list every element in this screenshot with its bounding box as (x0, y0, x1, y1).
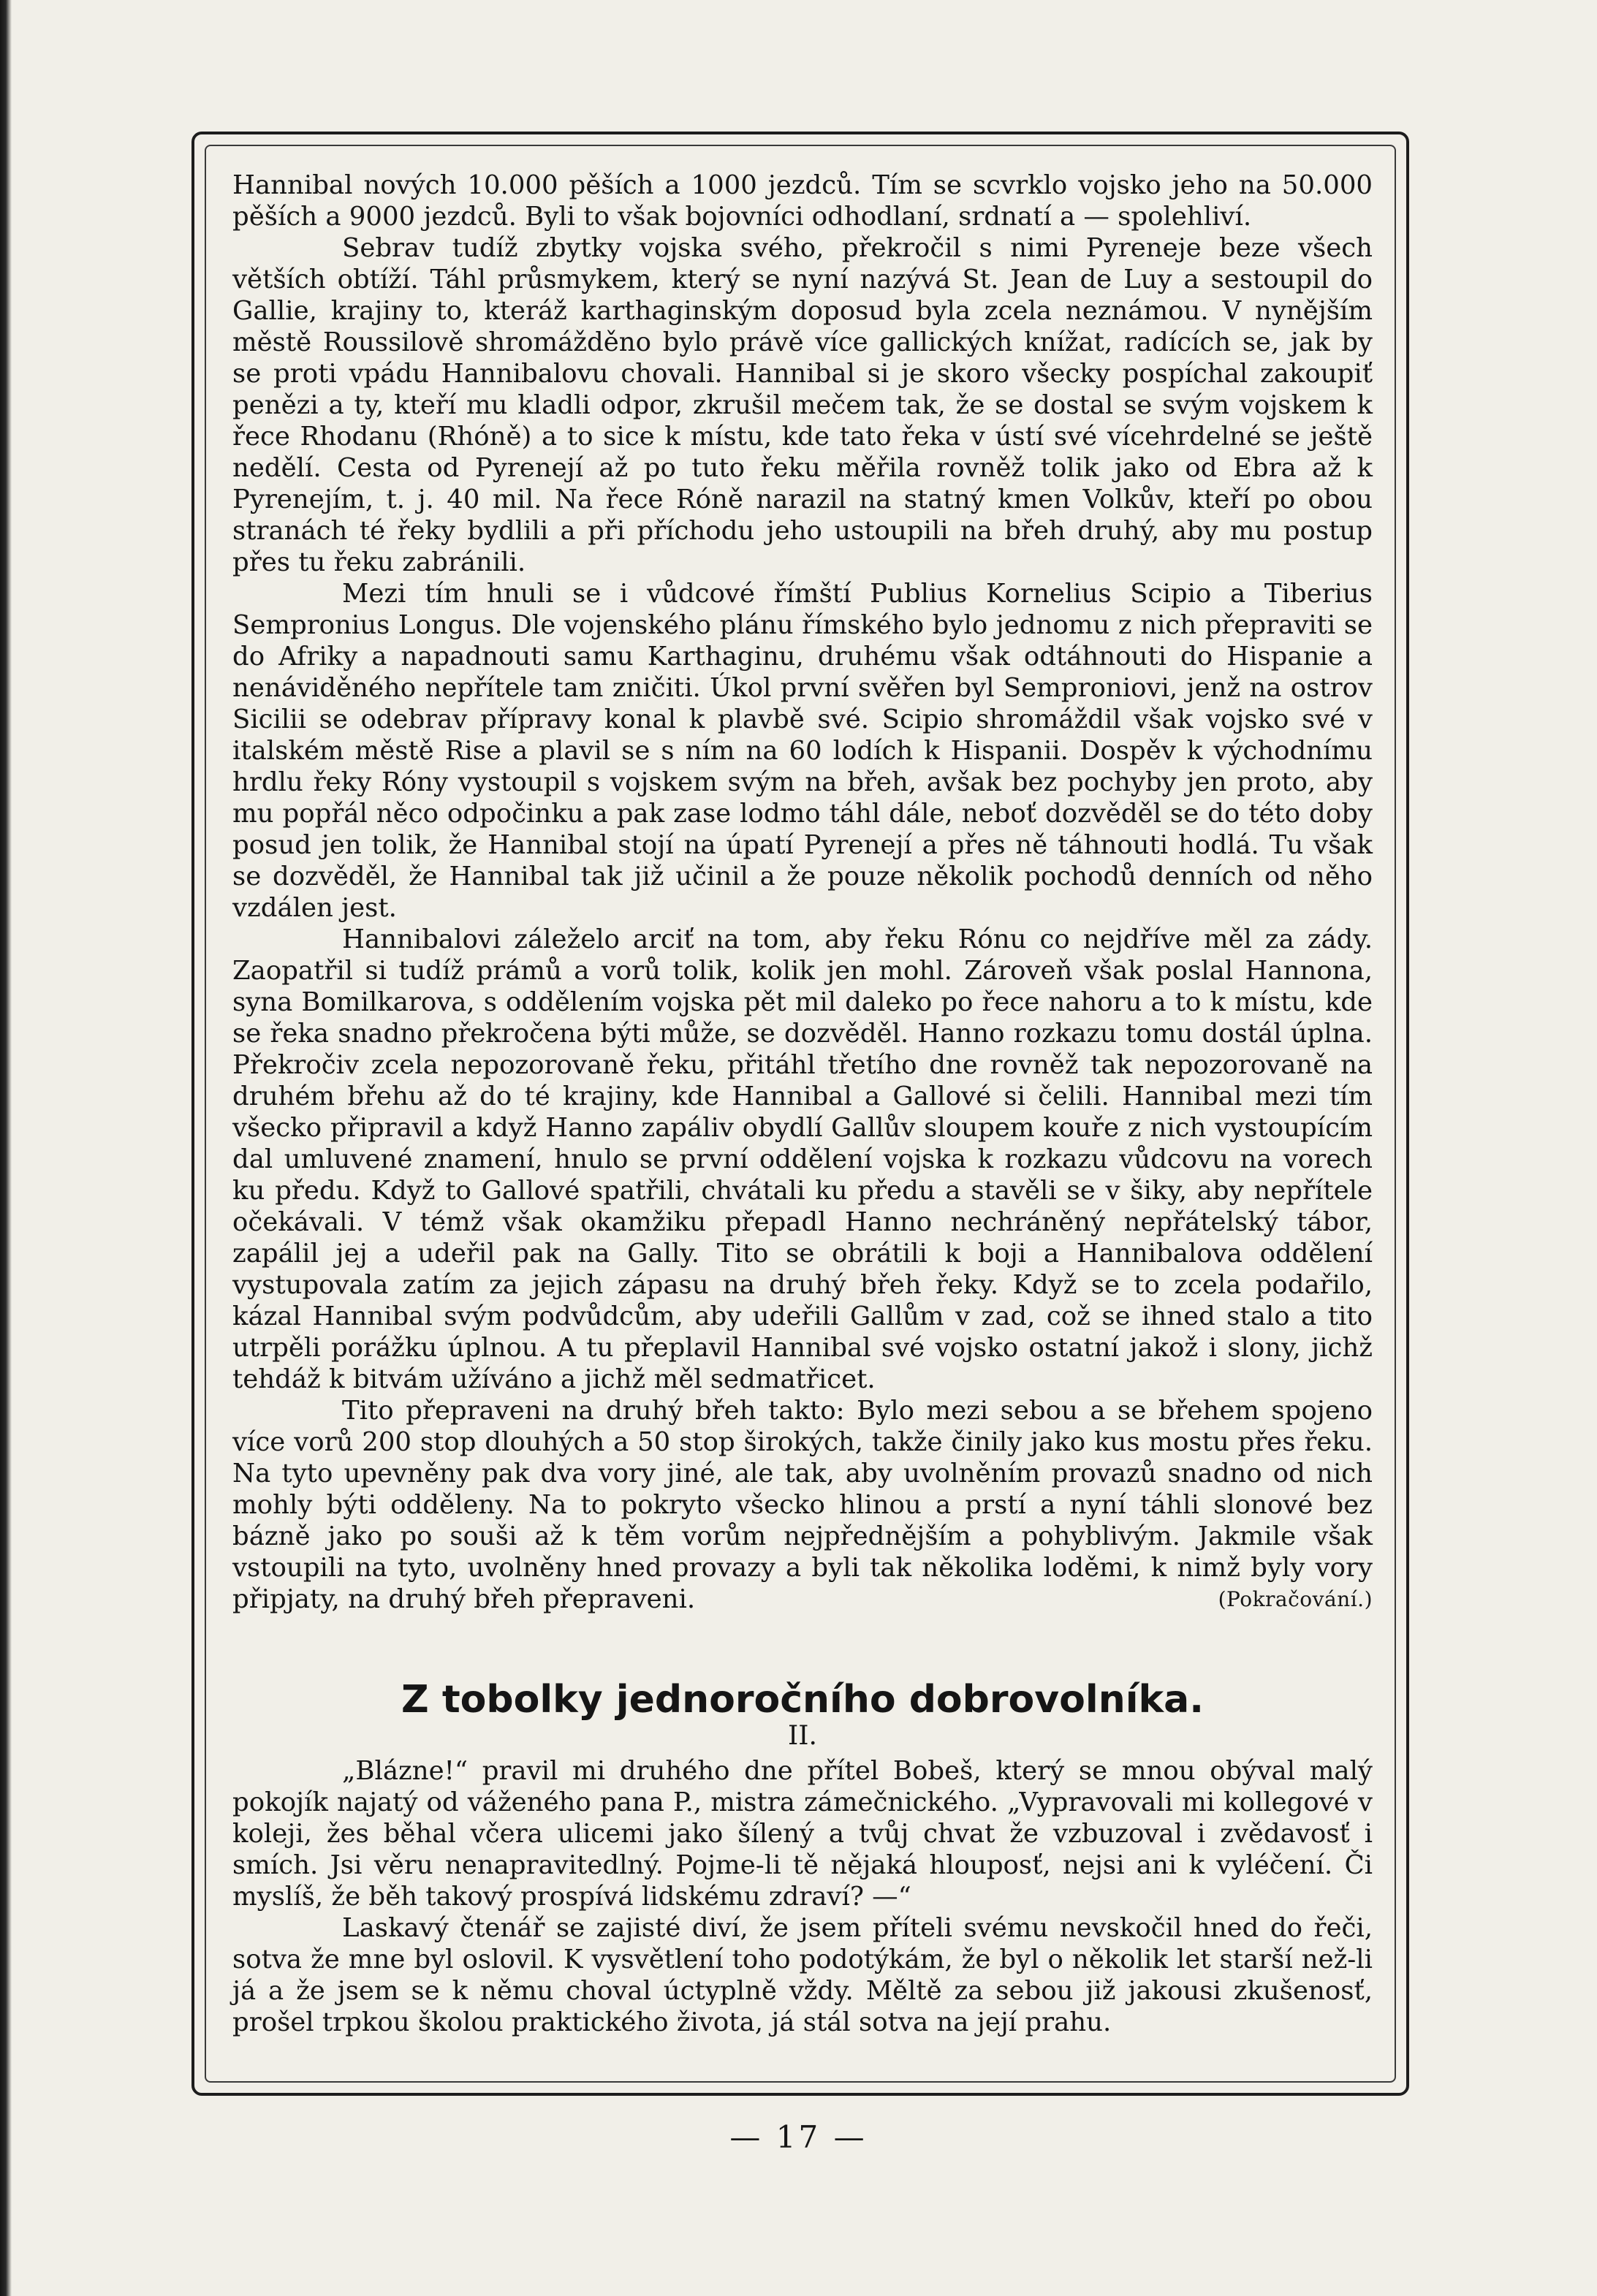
paragraph: „Blázne!“ pravil mi druhého dne přítel Bobeš, který se mnou obýval malý pokojík najatý od váženého pana P., mistra zámečnického. „Vypravovali mi kollegové v koleji, žes běhal včera ulicemi jako šílený a tvůj chvat že vzbuzoval i zvědavosť i smích. Jsi věru nenapravitedlný. Pojme-li tě nějaká hlouposť, nejsi ani k vyléčení. Či myslíš, že běh takový prospívá lidskému zdraví? —“ (232, 1756, 1373, 1912)
continued-note: (Pokračování.) (1218, 1587, 1373, 1611)
paragraph: Sebrav tudíž zbytky vojska svého, překročil s nimi Pyreneje beze všech větších obtíží. Táhl průsmykem, který se nyní nazývá St. Jean de Luy a sestoupil do Gallie, krajiny to, kteráž karthaginským doposud byla zcela neznámou. V nynějším městě Roussilově shromážděno bylo právě více gallických knížat, radících se, jak by se proti vpádu Hannibalovu chovali. Hannibal si je skoro všecky pospíchal zakoupiť penězi a ty, kteří mu kladli odpor, zkrušil mečem tak, že se dostal se svým vojskem k řece Rhodanu (Rhóně) a to sice k místu, kde tato řeka v ústí své vícehrdelné se ještě nedělí. Cesta od Pyrenejí až po tuto řeku měřila rovněž tolik jako od Ebra až k Pyrenejím, t. j. 40 mil. Na řece Róně narazil na statný kmen Volkův, kteří po obou stranách té řeky bydlili a při příchodu jeho ustoupili na břeh druhý, aby mu postup přes tu řeku zabránili. (232, 233, 1373, 577)
scan-edge (0, 0, 12, 2296)
closing-paragraph-block (232, 1395, 1373, 1615)
paragraph: Hannibalovi záleželo arciť na tom, aby řeku Rónu co nejdříve měl za zády. Zaopatřil si tudíž prámů a vorů tolik, kolik jen mohl. Zároveň však poslal Hannona, syna Bomilkarova, s oddělením vojska pět mil daleko po řece nahoru a to k místu, kde se řeka snadno překročena býti může, se dozvěděl. Hanno rozkazu tomu dostál úplna. Překročiv zcela nepozorovaně řeku, přitáhl třetího dne rovněž tak nepozorovaně na druhém břehu až do té krajiny, kde Hannibal a Gallové si čelili. Hannibal mezi tím všecko připravil a když Hanno zapáliv obydlí Gallův sloupem kouře z nich vystoupícím dal umluvené znamení, hnulo se první oddělení vojska k rozkazu vůdcovu na vorech ku předu. Když to Gallové spatřili, chvátali ku předu a stavěli se v šiky, aby nepřítele očekávali. V témž však okamžiku přepadl Hanno nechráněný nepřátelský tábor, zapálil jej a udeřil pak na Gally. Tito se obrátili k boji a Hannibalova oddělení vystupovala zatím za jejich zápasu na druhý břeh řeky. Když se to zcela podařilo, kázal Hannibal svým podvůdcům, aby udeřili Gallům v zad, což se ihned stalo a tito utrpěli porážku úplnou. A tu přeplavil Hannibal své vojsko ostatní jakož i slony, jichž tehdáž k bitvám užíváno a jichž měl sedmatřicet. (232, 924, 1373, 1394)
paragraph: Hannibal nových 10.000 pěších a 1000 jezdců. Tím se scvrklo vojsko jeho na 50.000 pěších a 9000 jezdců. Byli to však bojovníci odhodlaní, srdnatí a — spolehliví. (232, 170, 1373, 232)
paragraph: Tito přepraveni na druhý břeh takto: Bylo mezi sebou a se břehem spojeno více vorů 200 stop dlouhých a 50 stop širokých, takže činily jako kus mostu přes řeku. Na tyto upevněny pak dva vory jiné, ale tak, aby uvolněním provazů snadno od nich mohly býti odděleny. Na to pokryto všecko hlinou a prstí a nyní táhli slonové bez bázně jako po souši až k těm vorům nejpřednějším a pohyblivým. Jakmile však vstoupili na tyto, uvolněny hned provazy a byli tak několika loděmi, k nimž byly vory připjaty, na druhý břeh přepraveni. (232, 1396, 1373, 1614)
paragraph: Laskavý čtenář se zajisté diví, že jsem příteli svému nevskočil hned do řeči, sotva že mne byl oslovil. K vysvětlení toho podotýkám, že byl o několik let starší než-li já a že jsem se k němu choval úctyplně vždy. Měltě za sebou již jakousi zkušenosť, prošel trpkou školou praktického života, já stál sotva na její prahu. (232, 1913, 1373, 2037)
article-part-number: II. (788, 1721, 817, 1751)
page-body (232, 170, 1373, 2038)
article-title: Z tobolky jednoročního dobrovolníka. (401, 1678, 1204, 1722)
page-number: — 17 — (729, 2119, 868, 2155)
paragraph: Mezi tím hnuli se i vůdcové římští Publius Kornelius Scipio a Tiberius Sempronius Longus. Dle vojenského plánu římského bylo jednomu z nich přepraviti se do Afriky a napadnouti samu Karthaginu, druhému však odtáhnouti do Hispanie a nenáviděného nepřítele tam zničiti. Úkol první svěřen byl Semproniovi, jenž na ostrov Sicilii se odebrav přípravy konal k plavbě své. Scipio shromáždil však vojsko své v italském městě Rise a plavil se s ním na 60 lodích k Hispanii. Dospěv k východnímu hrdlu řeky Róny vystoupil s vojskem svým na břeh, avšak bez pochyby jen proto, aby mu popřál něco odpočinku a pak zase lodmo táhl dále, neboť dozvěděl se do této doby posud jen tolik, že Hannibal stojí na úpatí Pyrenejí a přes ně táhnouti hodlá. Tu však se dozvěděl, že Hannibal tak již učinil a že pouze několik pochodů denních od něho vzdálen jest. (232, 579, 1373, 923)
